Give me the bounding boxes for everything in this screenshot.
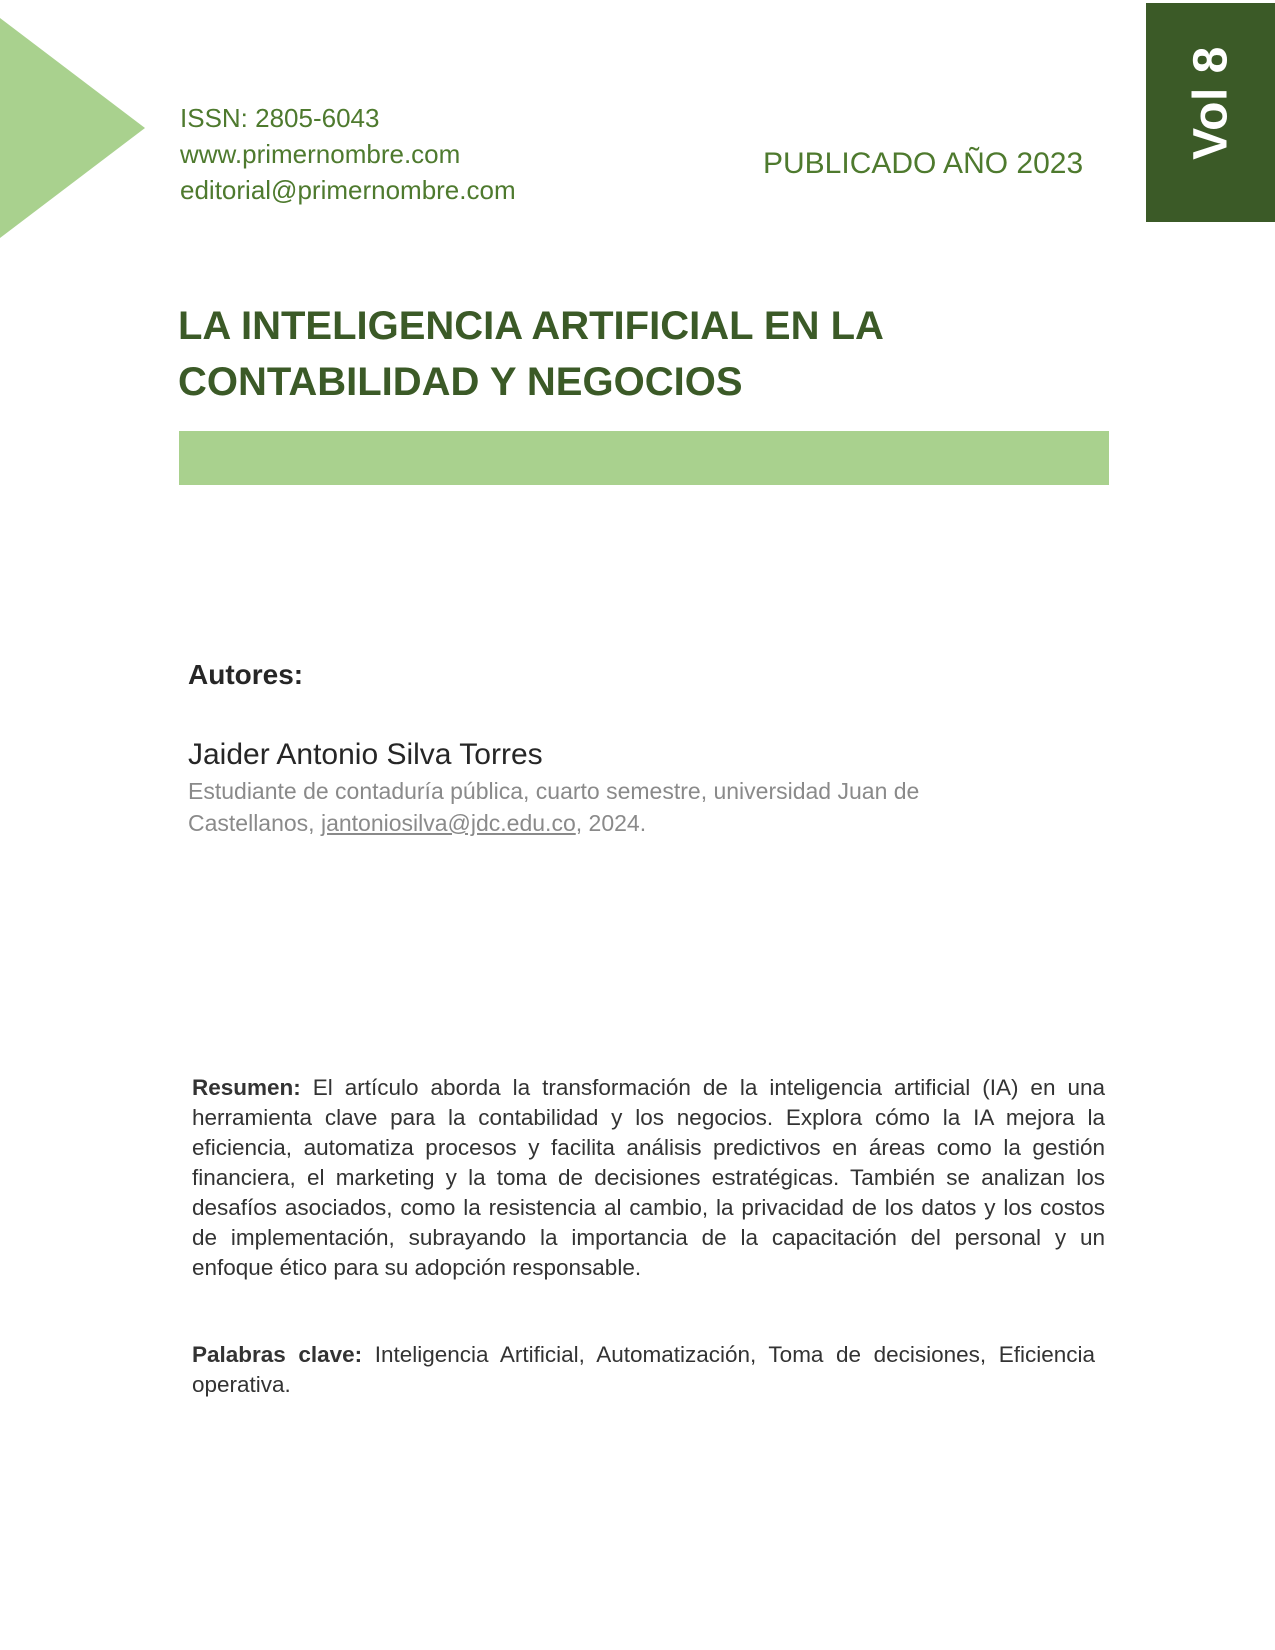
- journal-contact-block: [180, 100, 516, 208]
- abstract-label: Resumen:: [192, 1075, 301, 1100]
- article-title: [178, 298, 1078, 410]
- website-link[interactable]: www.primernombre.com: [180, 139, 461, 169]
- volume-tab: [1146, 3, 1275, 222]
- affiliation-year: , 2024.: [575, 810, 647, 836]
- editorial-email-link[interactable]: editorial@primernombre.com: [180, 175, 516, 205]
- author-affiliation: [188, 775, 1028, 839]
- keywords-paragraph: [192, 1340, 1095, 1400]
- issn-text: ISSN: 2805-6043: [180, 103, 380, 133]
- keywords-text: Inteligencia Artificial, Automatización, Toma de decisiones, Eficiencia operativa.: [192, 1342, 1095, 1397]
- author-name: Jaider Antonio Silva Torres: [188, 738, 543, 771]
- publication-year: PUBLICADO AÑO 2023: [763, 147, 1084, 180]
- abstract-text: El artículo aborda la transformación de la inteligencia artificial (IA) en una herramienta clave para la contabilidad y los negocios. Explora cómo la IA mejora la eficiencia, automatiza procesos y facilita análisis predictivos en áreas como la gestión financiera, el marketing y la toma de decisiones estratégicas. También se analizan los desafíos asociados, como la resistencia al cambio, la privacidad de los datos y los costos de implementación, subrayando la importancia de la capacitación del personal y un enfoque ético para su adopción responsable.: [192, 1075, 1105, 1280]
- title-line-2: CONTABILIDAD Y NEGOCIOS: [178, 360, 743, 404]
- corner-triangle-decoration: [0, 18, 145, 238]
- authors-heading: Autores:: [188, 659, 304, 690]
- author-email-link[interactable]: jantoniosilva@jdc.edu.co: [320, 810, 576, 836]
- abstract-paragraph: [192, 1073, 1105, 1283]
- affiliation-text: Estudiante de contaduría pública, cuarto semestre, universidad Juan de Castellanos,: [188, 778, 920, 836]
- keywords-label: Palabras clave:: [192, 1342, 363, 1367]
- title-accent-bar: [179, 431, 1109, 485]
- volume-label: Vol 8: [1184, 46, 1238, 160]
- title-line-1: LA INTELIGENCIA ARTIFICIAL EN LA: [178, 304, 884, 348]
